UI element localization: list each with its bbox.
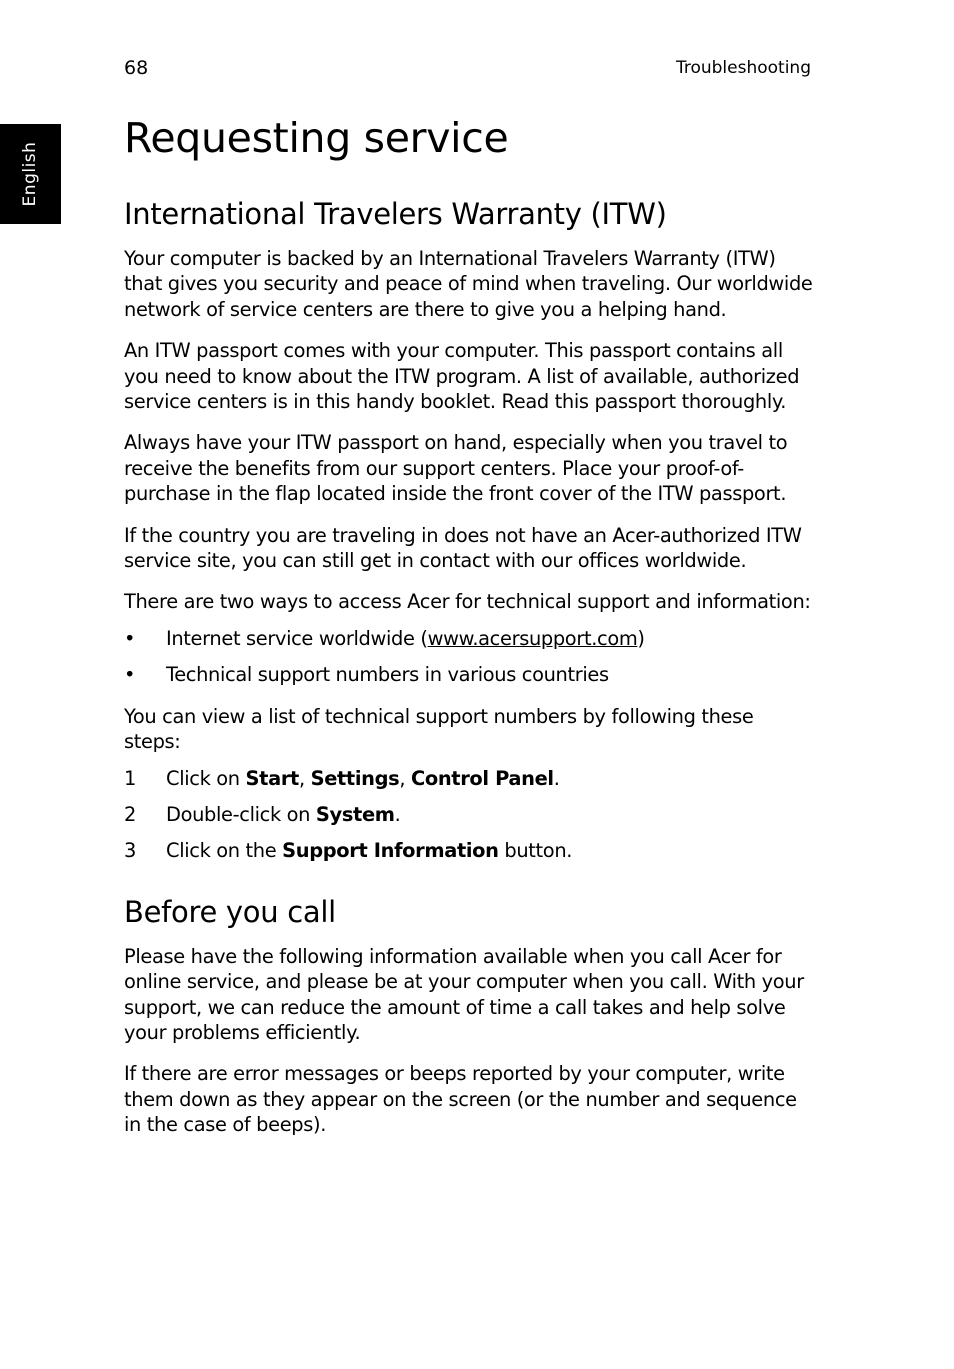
- list-item-text: Internet service worldwide (www.acersupport.com): [166, 626, 645, 650]
- step-text: Click on the Support Information button.: [166, 839, 573, 863]
- step-item: [124, 802, 814, 827]
- step-number: 1: [124, 766, 136, 790]
- list-item-text: Technical support numbers in various countries: [166, 663, 609, 687]
- step-item: [124, 838, 814, 863]
- before-call-paragraph-2: If there are error messages or beeps reported by your computer, write them down as they appear on the screen (or the number and sequence in the case of beeps).: [124, 1062, 797, 1137]
- steps-list: [124, 766, 814, 864]
- steps-intro: You can view a list of technical support numbers by following these steps:: [124, 704, 754, 754]
- list-item: [124, 662, 814, 687]
- step-text: Double-click on System.: [166, 802, 401, 826]
- before-call-paragraph-1: Please have the following information available when you call Acer for online service, and please be at your computer when you call. With your support, we can reduce the amount of time a call takes and help solve your problems efficiently.: [124, 944, 804, 1044]
- page-content: [124, 110, 814, 1154]
- bullet-marker: •: [124, 626, 136, 650]
- itw-paragraph-4: If the country you are traveling in does not have an Acer-authorized ITW service site, you can still get in contact with our offices worldwide.: [124, 523, 802, 573]
- itw-paragraph-1: Your computer is backed by an International Travelers Warranty (ITW) that gives you security and peace of mind when traveling. Our worldwide network of service centers are there to give you a helping hand.: [124, 247, 813, 321]
- bullet-marker: •: [124, 663, 136, 687]
- itw-paragraph-3: Always have your ITW passport on hand, especially when you travel to receive the benefits from our support centers. Place your proof-of-purchase in the flap located inside the front cover of the ITW passport.: [124, 431, 788, 506]
- list-item: [124, 626, 814, 651]
- step-number: 3: [124, 839, 136, 863]
- running-head: Troubleshooting: [675, 58, 811, 78]
- before-call-heading: Before you call: [124, 894, 336, 929]
- itw-paragraph-2: An ITW passport comes with your computer. This passport contains all you need to know about the ITW program. A list of available, authorized service centers is in this handy booklet. Read this passport thoroughly.: [124, 339, 800, 414]
- language-tab-label: English: [20, 141, 40, 207]
- acersupport-link[interactable]: www.acersupport.com: [427, 626, 638, 650]
- support-access-list: [124, 626, 814, 688]
- language-tab: [0, 124, 61, 224]
- step-item: [124, 766, 814, 791]
- page-title: Requesting service: [124, 114, 509, 162]
- step-text: Click on Start, Settings, Control Panel.: [166, 766, 560, 790]
- itw-paragraph-5: There are two ways to access Acer for technical support and information:: [124, 590, 811, 614]
- page-number: 68: [124, 57, 149, 79]
- itw-heading: International Travelers Warranty (ITW): [124, 197, 667, 231]
- step-number: 2: [124, 802, 136, 826]
